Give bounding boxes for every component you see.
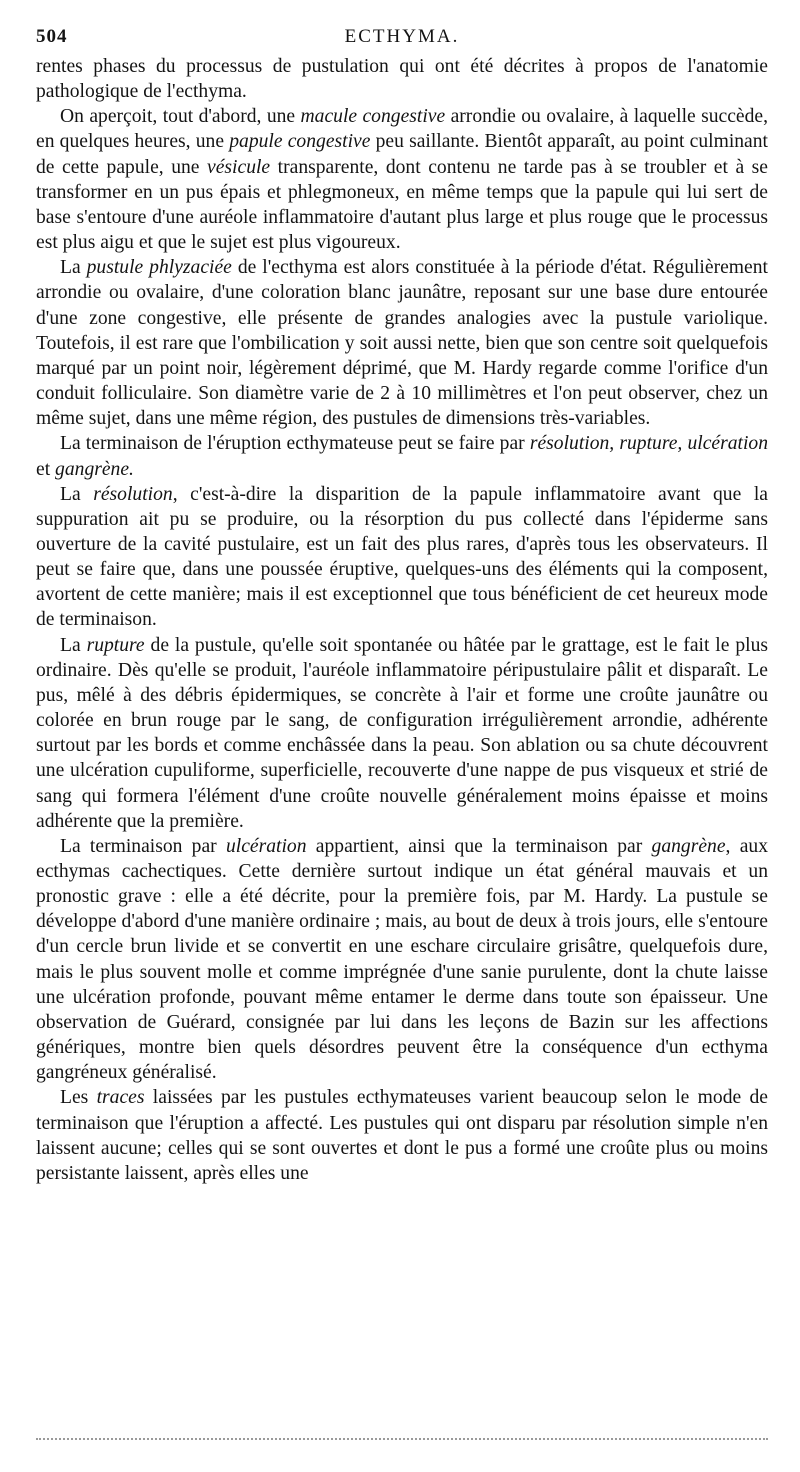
italic-term: résolution — [93, 483, 173, 505]
footer-dotted-rule — [36, 1438, 768, 1440]
italic-term: pustule phlyzaciée — [86, 257, 232, 279]
text-run: On aperçoit, tout d'abord, une — [60, 106, 301, 128]
text-run: La — [60, 483, 94, 505]
paragraph — [36, 482, 768, 633]
text-run: Les — [60, 1087, 97, 1109]
text-run: , c'est-à-dire la disparition de la papule inflammatoire avant que la suppuration ait pu se produire, ou la résorption du pus collecté dans l'épiderme sans ouverture de la cavité pustulaire, est un fait des plus rares, d'après tous les observateurs. Il peut se faire que, dans une poussée éruptive, quelques-uns des éléments qui la composent, avortent de cette manière; mais il est exceptionnel que tous bénéficient de cet heureux mode de terminaison. — [36, 483, 768, 631]
paragraph — [36, 1085, 768, 1186]
italic-term: macule congestive — [300, 106, 446, 128]
text-run: , aux ecthymas cachectiques. Cette dernière surtout indique un état général mauvais et un pronostic grave : elle a été décrite, pour la première fois, par M. Hardy. La pustule se développe d'abord d'une manière ordinaire ; mais, au bout de deux à trois jours, elle s'entoure d'un cercle brun livide et se convertit en une eschare circulaire grisâtre, quelquefois dure, mais le plus souvent molle et comme imprégnée d'une sanie purulente, dont la chute laisse une ulcération profonde, pouvant même entamer le derme dans toute son épaisseur. Une observation de Guérard, consignée par lui dans les leçons de Bazin sur les affections génériques, montre bien quels désordres peuvent être la conséquence d'un ecthyma gangréneux généralisé. — [36, 835, 768, 1084]
paragraph — [36, 104, 768, 255]
paragraph — [36, 54, 768, 104]
italic-term: vésicule — [207, 156, 271, 178]
text-run: rentes phases du processus de pustulation qui ont été décrites à propos de l'anatomie pathologique de l'ecthyma. — [36, 56, 768, 103]
paragraph — [36, 633, 768, 834]
italic-term: papule congestive — [229, 131, 371, 153]
text-run: et — [36, 458, 56, 480]
italic-term: traces — [96, 1087, 145, 1109]
text-run: de la pustule, qu'elle soit spontanée ou hâtée par le grattage, est le fait le plus ordinaire. Dès qu'elle se produit, l'auréole inflammatoire péripustulaire pâlit et disparaît. Le pus, mêlé à des débris épidermiques, se concrète à l'air et forme une croûte jaunâtre ou colorée en brun rouge par le sang, de configuration irrégulièrement arrondie, adhérente surtout par les bords et comme enchâssée dans la peau. Son ablation ou sa chute découvrent une ulcération cupuliforme, superficielle, recouverte d'une nappe de pus visqueux et strié de sang qui formera l'élément d'une croûte nouvelle généralement moins épaisse et moins adhérente que la première. — [36, 634, 768, 832]
page-number: 504 — [36, 26, 68, 47]
italic-term: gangrène — [651, 835, 726, 857]
body-text — [36, 54, 768, 1186]
text-run: peu saillante. Bientôt apparaît, au point culminant de cette papule, une — [36, 131, 768, 178]
text-run: de l'ecthyma est alors constituée à la période d'état. Régulièrement arrondie ou ovalaire, d'une coloration blanc jaunâtre, reposant sur une base dure entourée d'une zone congestive, elle présente de grandes analogies avec la pustule variolique. Toutefois, il est rare que l'ombilication y soit aussi nette, bien que son centre soit quelquefois marqué par un point noir, légèrement déprimé, que M. Hardy regarde comme l'orifice d'un conduit folliculaire. Son diamètre varie de 2 à 10 millimètres et l'on peut observer, chez un même sujet, dans une même région, des pustules de dimensions très-variables. — [36, 257, 768, 430]
italic-term: ulcération — [225, 835, 307, 857]
paragraph — [36, 834, 768, 1086]
text-run: appartient, ainsi que la terminaison par — [306, 835, 652, 857]
text-run: La terminaison de l'éruption ecthymateuse peut se faire par — [60, 433, 530, 455]
text-run: transparente, dont contenu ne tarde pas à se troubler et à se transformer en un pus épais et phlegmoneux, en même temps que la papule qui lui sert de base s'entoure d'une auréole inflammatoire d'autant plus large et plus rouge que le processus est plus aigu et que le sujet est plus vigoureux. — [36, 156, 768, 254]
text-run: La — [60, 257, 87, 279]
running-head — [36, 26, 768, 54]
text-run: La — [60, 634, 87, 656]
book-page — [36, 26, 768, 1446]
paragraph — [36, 431, 768, 481]
text-run: arrondie ou ovalaire, à laquelle succède, en quelques heures, une — [36, 106, 769, 153]
text-run: La terminaison par — [60, 835, 226, 857]
paragraph — [36, 255, 768, 431]
italic-term: rupture — [86, 634, 145, 656]
italic-term: résolution, rupture, ulcération — [529, 433, 768, 455]
running-head-title: ECTHYMA. — [344, 26, 460, 47]
text-run: laissées par les pustules ecthymateuses varient beaucoup selon le mode de terminaison que l'éruption a affecté. Les pustules qui ont disparu par résolution simple n'en laissent aucune; celles qui se sont ouvertes et dont le pus a formé une croûte plus ou moins persistante laissent, après elles une — [36, 1087, 768, 1184]
italic-term: gangrène. — [55, 458, 134, 480]
